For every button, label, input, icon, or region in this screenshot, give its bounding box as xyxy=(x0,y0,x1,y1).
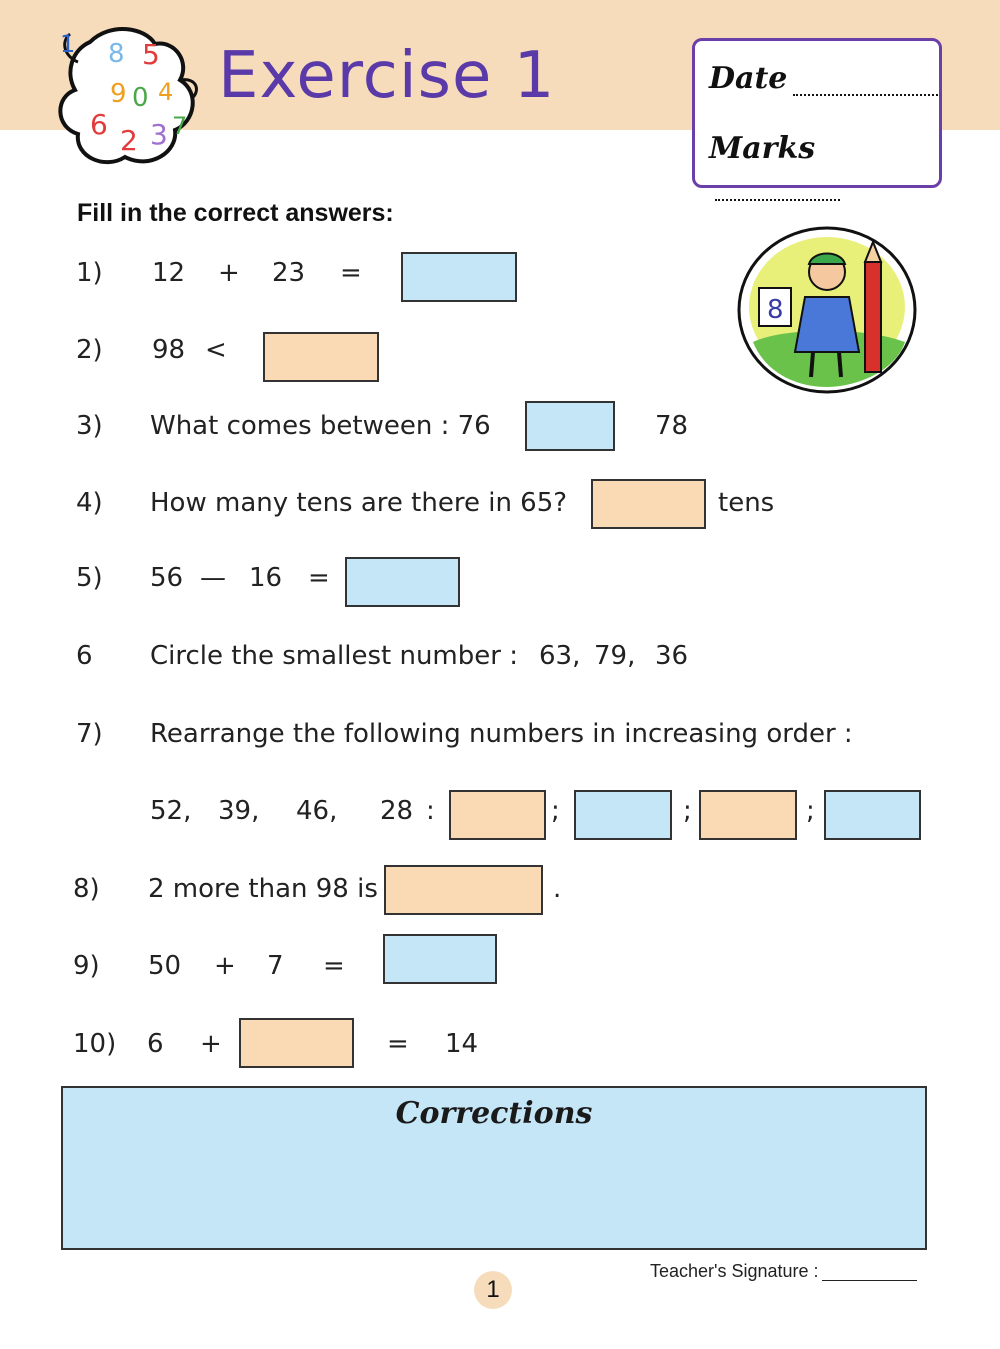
page-title: Exercise 1 xyxy=(218,39,556,113)
answer-box[interactable] xyxy=(699,790,797,840)
q5-equals: = xyxy=(308,563,330,593)
marks-field[interactable] xyxy=(715,198,840,201)
date-label: Date xyxy=(709,61,788,96)
date-marks-box xyxy=(692,38,942,188)
question-number: 10) xyxy=(73,1029,117,1059)
q7-value: 28 xyxy=(380,796,414,826)
q7-colon: : xyxy=(426,796,435,826)
q3-text: What comes between : 76 xyxy=(150,411,491,441)
q1-operand: 23 xyxy=(272,258,306,288)
card-number: 8 xyxy=(767,295,784,325)
logo-digit: 8 xyxy=(108,39,125,69)
question-number: 6 xyxy=(76,641,93,671)
q10-operator: + xyxy=(200,1029,222,1059)
marks-label: Marks xyxy=(709,131,816,166)
logo-digit: 5 xyxy=(142,38,160,71)
logo-digit: 6 xyxy=(90,108,108,141)
question-number: 7) xyxy=(76,719,103,749)
teacher-signature-label: Teacher's Signature : xyxy=(650,1261,819,1281)
q1-operator: + xyxy=(218,258,240,288)
child-with-pencil-illustration xyxy=(735,222,920,397)
q6-choice[interactable]: 79, xyxy=(594,641,636,671)
q10-equals: = xyxy=(387,1029,409,1059)
logo-digit: 1 xyxy=(60,30,76,58)
q4-text: How many tens are there in 65? xyxy=(150,488,568,518)
q3-after: 78 xyxy=(655,411,689,441)
logo-digit: 3 xyxy=(150,118,168,151)
question-number: 5) xyxy=(76,563,103,593)
logo-digit: 0 xyxy=(132,83,149,113)
logo-digit: 7 xyxy=(172,112,188,140)
answer-box[interactable] xyxy=(384,865,543,915)
answer-box[interactable] xyxy=(574,790,672,840)
q5-operand: 56 xyxy=(150,563,184,593)
answer-box[interactable] xyxy=(525,401,615,451)
q8-after: . xyxy=(553,874,562,904)
answer-box[interactable] xyxy=(591,479,706,529)
q7-separator: ; xyxy=(806,796,815,826)
logo-digit: 2 xyxy=(120,124,138,157)
q6-choice[interactable]: 63, xyxy=(539,641,581,671)
q6-choice[interactable]: 36 xyxy=(655,641,689,671)
page-number: 1 xyxy=(474,1271,512,1309)
q9-operator: + xyxy=(214,951,236,981)
logo-digit: 9 xyxy=(110,79,127,109)
q6-text: Circle the smallest number : xyxy=(150,641,518,671)
instructions: Fill in the correct answers: xyxy=(77,199,394,227)
q7-value: 46, xyxy=(296,796,338,826)
q7-value: 52, xyxy=(150,796,192,826)
q7-separator: ; xyxy=(551,796,560,826)
q2-operator: < xyxy=(205,335,227,365)
answer-box[interactable] xyxy=(263,332,379,382)
question-number: 8) xyxy=(73,874,100,904)
question-number: 4) xyxy=(76,488,103,518)
question-number: 1) xyxy=(76,258,103,288)
question-number: 2) xyxy=(76,335,103,365)
q4-after: tens xyxy=(718,488,775,518)
number-cloud-logo xyxy=(50,22,215,172)
date-field[interactable] xyxy=(793,93,938,96)
q5-operator: — xyxy=(200,563,226,593)
q7-value: 39, xyxy=(218,796,260,826)
q2-operand: 98 xyxy=(152,335,186,365)
question-number: 3) xyxy=(76,411,103,441)
answer-box[interactable] xyxy=(449,790,546,840)
corrections-title: Corrections xyxy=(395,1096,593,1131)
q10-result: 14 xyxy=(445,1029,479,1059)
answer-box[interactable] xyxy=(824,790,921,840)
signature-line[interactable] xyxy=(822,1280,917,1281)
q9-operand: 7 xyxy=(267,951,284,981)
answer-box[interactable] xyxy=(401,252,517,302)
date-row xyxy=(709,61,938,96)
question-number: 9) xyxy=(73,951,100,981)
logo-digit: 4 xyxy=(158,78,174,106)
q1-equals: = xyxy=(340,258,362,288)
q9-equals: = xyxy=(323,951,345,981)
q7-text: Rearrange the following numbers in increasing order : xyxy=(150,719,853,749)
corrections-panel[interactable] xyxy=(61,1086,927,1250)
q5-operand: 16 xyxy=(249,563,283,593)
answer-box[interactable] xyxy=(383,934,497,984)
q9-operand: 50 xyxy=(148,951,182,981)
q10-operand: 6 xyxy=(147,1029,164,1059)
q1-operand: 12 xyxy=(152,258,186,288)
marks-row xyxy=(709,131,939,201)
q7-separator: ; xyxy=(683,796,692,826)
answer-box[interactable] xyxy=(239,1018,354,1068)
q8-text: 2 more than 98 is xyxy=(148,874,378,904)
answer-box[interactable] xyxy=(345,557,460,607)
